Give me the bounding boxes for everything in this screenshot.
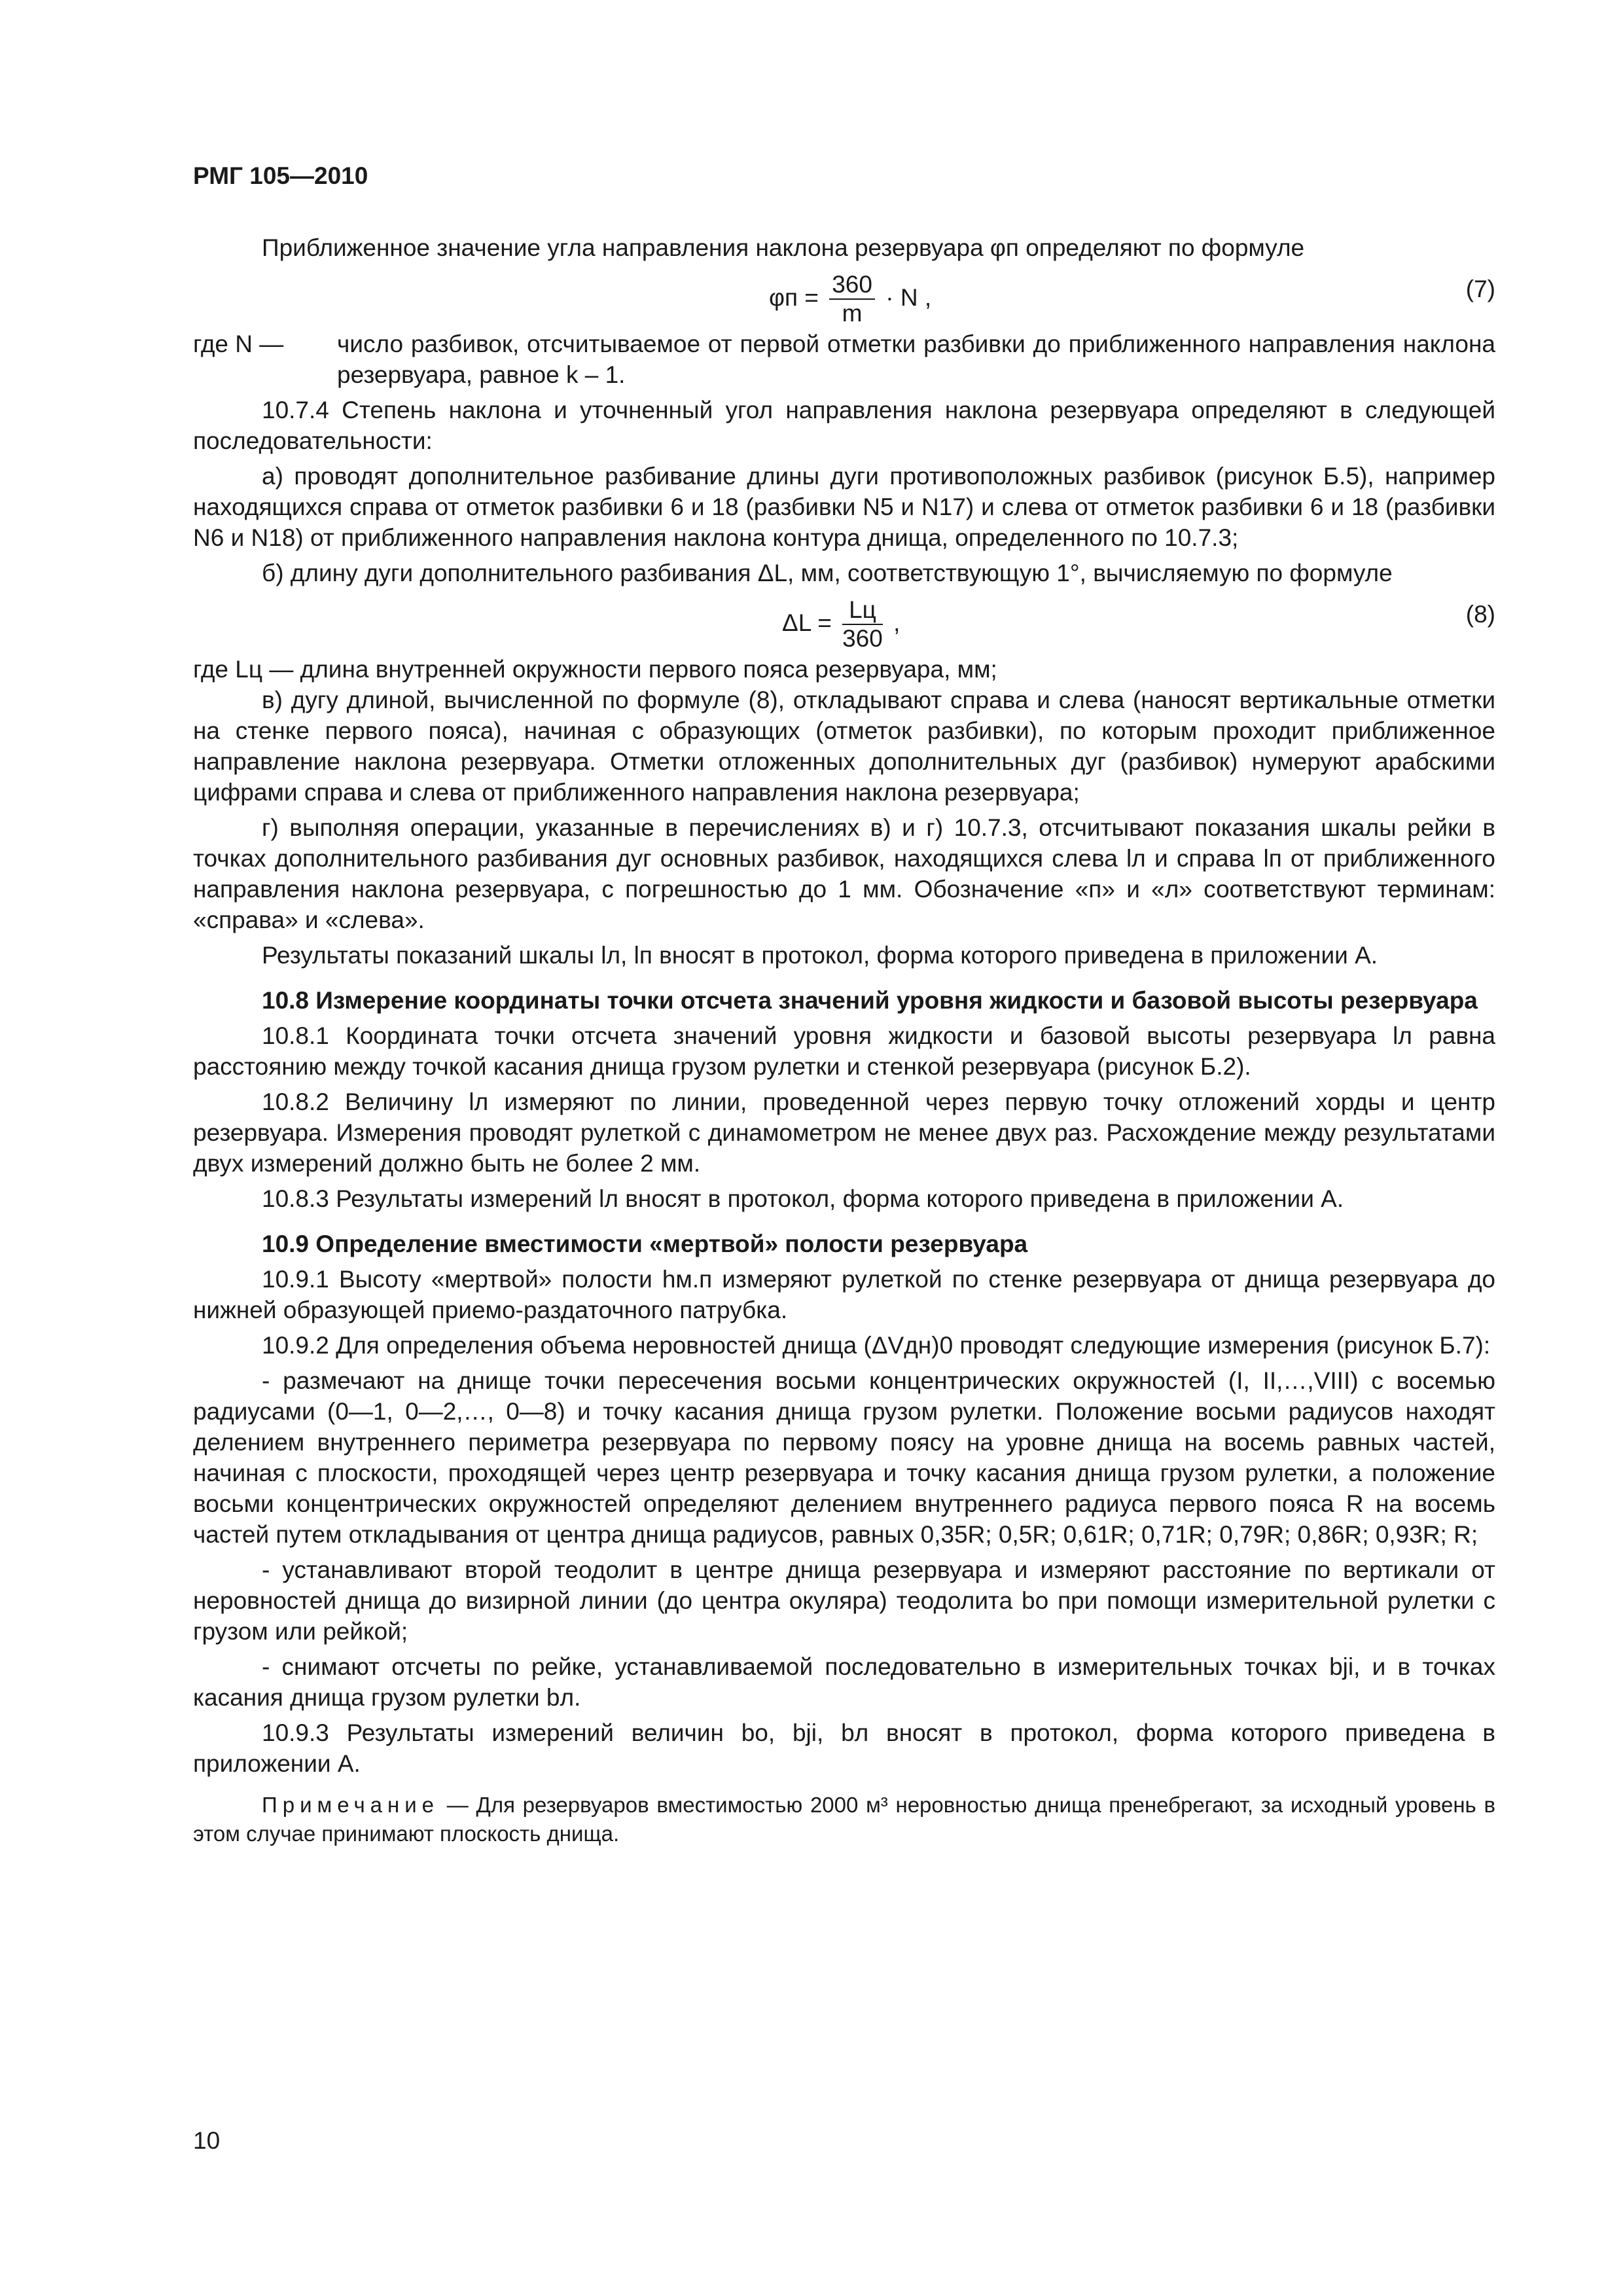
definition-l: где Lц — длина внутренней окружности первого пояса резервуара, мм; (193, 656, 997, 683)
formula-8-rhs: , (893, 609, 901, 636)
list-item-g: г) выполняя операции, указанные в перечислениях в) и г) 10.7.3, отсчитывают показания шкалы рейки в точках дополнительного разбивания дуг основных разбивок, находящихся слева lл и справа lп от приближенного направления наклона резервуара, с погрешностью до 1 мм. Обозначение «п» и «л» соответствуют терминам: «справа» и «слева». (193, 814, 1495, 933)
document-header: РМГ 105—2010 (193, 162, 368, 189)
formula-8-number: (8) (1465, 601, 1495, 628)
list-item-b: б) длину дуги дополнительного разбивания ΔL, мм, соответствующую 1°, вычисляемую по формуле (262, 560, 1393, 586)
formula-7-lhs: φп = (769, 283, 819, 311)
bullet-item-3: - снимают отсчеты по рейке, устанавливаемой последовательно в измерительных точках bji, и в точках касания днища грузом рулетки bл. (193, 1653, 1495, 1711)
formula-8-numerator: Lц (842, 596, 883, 625)
definition-n (193, 329, 1495, 390)
paragraph-10-7-4: 10.7.4 Степень наклона и уточненный угол направления наклона резервуара определяют в следующей последовательности: (193, 397, 1495, 454)
formula-8-denominator: 360 (842, 625, 883, 652)
definition-n-label: где N — (193, 331, 284, 357)
paragraph-10-8-1: 10.8.1 Координата точки отсчета значений уровня жидкости и базовой высоты резервуара lл равна расстоянию между точкой касания днища грузом рулетки и стенкой резервуара (рисунок Б.2). (193, 1022, 1495, 1080)
formula-8 (193, 588, 1495, 654)
formula-7-denominator: m (842, 300, 863, 327)
formula-8-lhs: ΔL = (782, 609, 832, 636)
section-heading-10-8: 10.8 Измерение координаты точки отсчета значений уровня жидкости и базовой высоты резервуара (262, 987, 1478, 1014)
bullet-item-2: - устанавливают второй теодолит в центре днища резервуара и измеряют расстояние по вертикали от неровностей днища до визирной линии (до центра окуляра) теодолита bо при помощи измерительной рулетки с грузом или рейкой; (193, 1556, 1495, 1645)
list-item-v: в) дугу длиной, вычисленной по формуле (8), откладывают справа и слева (наносят вертикальные отметки на стенке первого пояса), начиная с образующих (отметок разбивки), по которым проходит приближенное направление наклона резервуара. Отметки отложенных дополнительных дуг (разбивок) нумеруют арабскими цифрами справа и слева от приближенного направления наклона резервуара; (193, 687, 1495, 806)
paragraph-10-9-3: 10.9.3 Результаты измерений величин bо, bji, bл вносят в протокол, форма которого приведена в приложении А. (193, 1719, 1495, 1777)
note-label: Примечание (262, 1793, 440, 1817)
page-number: 10 (193, 2127, 221, 2154)
bullet-item-1: - размечают на днище точки пересечения восьми концентрических окружностей (I, II,…,VIII) с восемью радиусами (0—1, 0—2,…, 0—8) и точку касания днища грузом рулетки. Положение восьми радиусов находят делением внутреннего периметра резервуара по первому поясу на уровне днища на восемь равных частей, начиная с плоскости, проходящей через центр резервуара и точку касания днища грузом рулетки, а положение восьми концентрических окружностей определяют делением внутреннего радиуса первого пояса R на восемь частей путем откладывания от центра днища радиусов, равных 0,35R; 0,5R; 0,61R; 0,71R; 0,79R; 0,86R; 0,93R; R; (193, 1367, 1495, 1548)
paragraph-intro: Приближенное значение угла направления наклона резервуара φп определяют по формуле (262, 234, 1305, 261)
paragraph-10-8-3: 10.8.3 Результаты измерений lл вносят в протокол, форма которого приведена в приложении А. (262, 1185, 1344, 1212)
note-text: — Для резервуаров вместимостью 2000 м³ неровностью днища пренебрегают, за исходный уровень в этом случае принимают плоскость днища. (193, 1793, 1496, 1846)
note (193, 1791, 1495, 1848)
document-body (193, 232, 1495, 1848)
paragraph-10-8-2: 10.8.2 Величину lл измеряют по линии, проведенной через первую точку отложений хорды и центр резервуара. Измерения проводят рулеткой с динамометром не менее двух раз. Расхождение между результатами двух измерений должно быть не более 2 мм. (193, 1088, 1495, 1177)
formula-8-fraction (842, 596, 883, 653)
list-item-a: а) проводят дополнительное разбивание длины дуги противоположных разбивок (рисунок Б.5), например находящихся справа от отметок разбивки 6 и 18 (разбивки N5 и N17) и слева от отметок разбивки 6 и 18 (разбивки N6 и N18) от приближенного направления наклона контура днища, определенного по 10.7.3; (193, 463, 1495, 551)
formula-7 (193, 263, 1495, 329)
definition-n-text: число разбивок, отсчитываемое от первой отметки разбивки до приближенного направления наклона резервуара, равное k – 1. (337, 331, 1495, 388)
formula-7-numerator: 360 (829, 271, 875, 300)
paragraph-10-9-2: 10.9.2 Для определения объема неровностей днища (ΔVдн)0 проводят следующие измерения (рисунок Б.7): (262, 1332, 1491, 1359)
formula-7-rhs: · N , (885, 283, 932, 311)
section-heading-10-9: 10.9 Определение вместимости «мертвой» полости резервуара (262, 1230, 1028, 1257)
paragraph-results: Результаты показаний шкалы lл, lп вносят в протокол, форма которого приведена в приложении А. (262, 942, 1378, 969)
formula-7-number: (7) (1465, 276, 1495, 302)
paragraph-10-9-1: 10.9.1 Высоту «мертвой» полости hм.п измеряют рулеткой по стенке резервуара от днища резервуара до нижней образующей приемо-раздаточного патрубка. (193, 1266, 1495, 1323)
formula-7-fraction (829, 271, 875, 327)
